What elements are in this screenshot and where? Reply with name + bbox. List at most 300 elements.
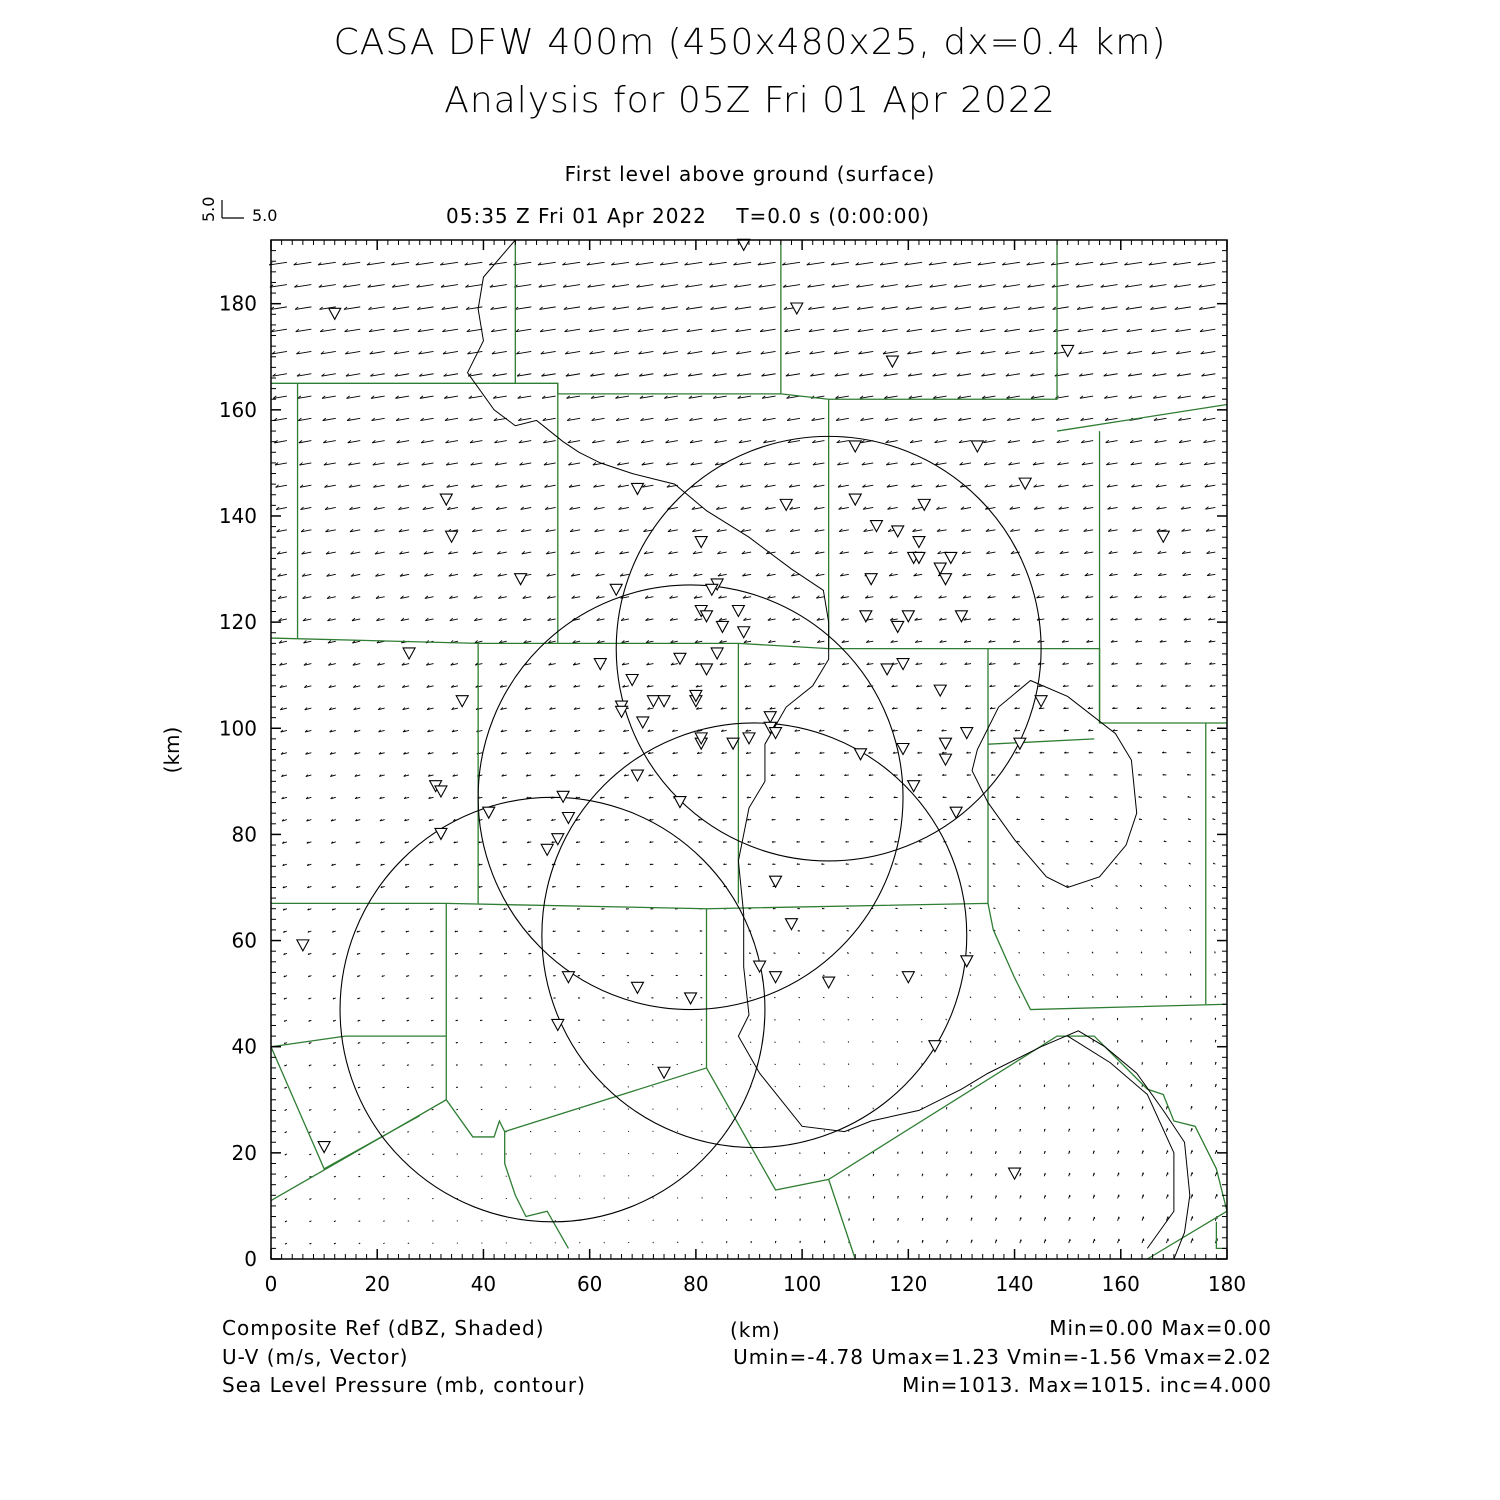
- wind-vector-head: [1115, 819, 1116, 820]
- station-marker: [435, 786, 447, 797]
- wind-vector-head: [285, 1110, 286, 1111]
- station-marker: [435, 828, 447, 839]
- wind-vector: [628, 1175, 629, 1176]
- wind-vector: [847, 975, 849, 976]
- station-marker: [1014, 738, 1026, 749]
- x-tick-label: 160: [1101, 1272, 1140, 1296]
- wind-vector: [921, 975, 922, 976]
- wind-vector-head: [334, 1109, 335, 1110]
- station-marker: [637, 717, 649, 728]
- wind-vector: [383, 1221, 384, 1222]
- wind-vector-head: [651, 975, 652, 976]
- wind-vector-head: [382, 1020, 383, 1021]
- wind-vector-head: [480, 1042, 481, 1043]
- wind-vector-head: [602, 931, 603, 932]
- pressure-contours: [468, 240, 1190, 1259]
- wind-vector-head: [505, 998, 506, 999]
- wind-vector-head: [1163, 819, 1164, 820]
- wind-vector: [994, 974, 995, 975]
- wind-vector-head: [1044, 1019, 1045, 1020]
- wind-vector-head: [358, 1109, 359, 1110]
- wind-vector: [921, 997, 922, 998]
- wind-vector-head: [309, 1087, 310, 1088]
- x-tick-label: 140: [995, 1272, 1034, 1296]
- y-axis-label: (km): [160, 726, 184, 774]
- wind-vector: [824, 1042, 825, 1043]
- county-line: [1057, 405, 1227, 432]
- wind-vector: [726, 1108, 727, 1109]
- wind-vector-head: [798, 908, 799, 909]
- station-marker: [764, 712, 776, 723]
- station-marker: [706, 584, 718, 595]
- station-marker: [610, 584, 622, 595]
- y-tick-label: 60: [231, 928, 257, 953]
- wind-vector-head: [334, 1087, 335, 1088]
- wind-vector-head: [1191, 1018, 1192, 1019]
- wind-vector-head: [1191, 996, 1192, 997]
- wind-vector-head: [334, 1154, 335, 1155]
- wind-vector-head: [285, 1132, 286, 1133]
- wind-vector-head: [480, 1020, 481, 1021]
- station-marker: [892, 621, 904, 632]
- station-marker: [631, 770, 643, 781]
- level-subtitle: First level above ground (surface): [564, 162, 936, 186]
- y-tick-label: 120: [218, 610, 257, 635]
- wind-vector: [946, 997, 947, 998]
- wind-vector: [970, 1019, 971, 1020]
- wind-vector: [604, 1198, 605, 1199]
- wind-vector-head: [285, 1176, 286, 1177]
- wind-vector-head: [383, 1065, 384, 1066]
- wind-vector-head: [359, 1176, 360, 1177]
- wind-vector-head: [432, 1065, 433, 1066]
- legend-pressure: Sea Level Pressure (mb, contour): [222, 1373, 586, 1397]
- station-marker: [940, 574, 952, 585]
- wind-vector: [824, 1064, 825, 1065]
- wind-vector-head: [504, 975, 505, 976]
- station-marker: [961, 956, 973, 967]
- wind-vector: [995, 997, 996, 998]
- wind-vector: [775, 1086, 776, 1087]
- wind-vector-head: [382, 1042, 383, 1043]
- station-marker: [886, 356, 898, 367]
- wind-vector-head: [309, 1065, 310, 1066]
- wind-vector: [702, 1131, 703, 1132]
- wind-vector: [725, 1042, 726, 1043]
- station-marker: [902, 972, 914, 983]
- wind-vector-head: [1215, 952, 1216, 953]
- wind-vector-head: [1041, 841, 1042, 842]
- wind-vector: [897, 1041, 898, 1042]
- wind-vector: [677, 1153, 678, 1154]
- y-tick-label: 0: [244, 1247, 257, 1271]
- wind-vector-head: [309, 1110, 310, 1111]
- wind-vector-head: [358, 1065, 359, 1066]
- wind-vector-head: [1017, 841, 1018, 842]
- wind-vector-head: [383, 1132, 384, 1133]
- wind-vector-head: [529, 953, 530, 954]
- station-marker: [770, 972, 782, 983]
- wind-vector-head: [992, 841, 993, 842]
- wind-vector: [555, 1243, 556, 1244]
- wind-vector-head: [529, 1020, 530, 1021]
- y-tick-label: 180: [218, 291, 257, 316]
- county-line: [505, 1132, 569, 1249]
- wind-vector-head: [456, 1042, 457, 1043]
- wind-vector: [751, 1108, 752, 1109]
- wind-vector-head: [995, 1041, 996, 1042]
- county-line: [988, 739, 1094, 744]
- wind-vector-head: [529, 975, 530, 976]
- wind-vector-head: [1118, 1040, 1119, 1041]
- station-marker: [940, 754, 952, 765]
- wind-vector: [604, 1220, 605, 1221]
- wind-vector: [653, 1153, 654, 1154]
- wind-vector-head: [602, 953, 603, 954]
- wind-vector: [408, 1154, 410, 1155]
- wind-vector-head: [309, 1154, 310, 1155]
- wind-vector: [824, 1086, 825, 1087]
- wind-vector-head: [675, 931, 676, 932]
- wind-vector: [1019, 952, 1020, 953]
- wind-vector-head: [895, 863, 896, 864]
- wind-vector-head: [700, 931, 701, 932]
- station-marker: [738, 239, 750, 250]
- wind-vector-head: [383, 1087, 384, 1088]
- county-boundaries: [271, 240, 1227, 1259]
- wind-vector-head: [773, 908, 774, 909]
- wind-vector: [872, 1019, 873, 1020]
- wind-vector: [799, 1042, 800, 1043]
- wind-vector-head: [1093, 996, 1094, 997]
- county-line: [707, 1036, 1227, 1211]
- wind-vector: [628, 1198, 629, 1199]
- station-marker: [860, 611, 872, 622]
- x-tick-label: 120: [889, 1272, 928, 1296]
- wind-vector-head: [968, 863, 969, 864]
- station-marker: [711, 648, 723, 659]
- wind-vector-head: [627, 953, 628, 954]
- wind-vector-head: [968, 841, 969, 842]
- wind-vector: [921, 1019, 922, 1020]
- wind-vector-head: [310, 1176, 311, 1177]
- wind-vector: [726, 1064, 727, 1065]
- wind-vector: [946, 1041, 947, 1042]
- vector-key-v-label: 5.0: [199, 196, 218, 222]
- wind-vector-head: [1142, 1018, 1143, 1019]
- wind-vector: [702, 1153, 703, 1154]
- station-marker: [483, 807, 495, 818]
- wind-vector: [823, 997, 824, 998]
- wind-vector-head: [383, 1154, 384, 1155]
- wind-vector-field: [269, 262, 1217, 1244]
- station-marker: [950, 807, 962, 818]
- map-title-line2: Analysis for 05Z Fri 01 Apr 2022: [444, 80, 1056, 121]
- wind-vector-head: [1117, 1018, 1118, 1019]
- wind-vector-head: [334, 1176, 335, 1177]
- wind-vector-head: [797, 886, 798, 887]
- wind-vector-head: [1215, 974, 1216, 975]
- wind-vector-head: [1020, 1041, 1021, 1042]
- wind-vector: [1068, 974, 1069, 975]
- wind-vector-head: [1166, 1018, 1167, 1019]
- station-marker: [1035, 696, 1047, 707]
- wind-vector: [970, 975, 971, 976]
- wind-vector-head: [1090, 819, 1091, 820]
- vector-key-u-label: 5.0: [252, 206, 278, 225]
- wind-vector-head: [871, 886, 872, 887]
- wind-vector: [897, 1019, 898, 1020]
- wind-vector-head: [1068, 1018, 1069, 1019]
- station-marker: [1009, 1168, 1021, 1179]
- station-marker: [1062, 345, 1074, 356]
- station-marker: [934, 685, 946, 696]
- wind-vector: [873, 1063, 874, 1064]
- wind-vector-head: [626, 931, 627, 932]
- wind-vector: [628, 1131, 629, 1132]
- wind-vector-head: [1188, 796, 1189, 797]
- wind-vector: [579, 1242, 580, 1243]
- wind-vector-head: [1068, 996, 1069, 997]
- y-tick-label: 140: [218, 503, 257, 528]
- wind-vector: [945, 975, 946, 976]
- wind-vector-head: [554, 998, 555, 999]
- station-marker: [647, 696, 659, 707]
- x-tick-label: 60: [576, 1272, 603, 1296]
- wind-vector-head: [578, 953, 579, 954]
- wind-vector-head: [1190, 974, 1191, 975]
- station-marker: [658, 696, 670, 707]
- station-marker: [865, 574, 877, 585]
- wind-vector-head: [651, 931, 652, 932]
- wind-vector: [799, 1064, 800, 1065]
- station-marker: [716, 621, 728, 632]
- wind-vector-head: [1141, 974, 1142, 975]
- station-marker: [1157, 531, 1169, 542]
- wind-vector: [701, 1064, 702, 1065]
- station-marker: [770, 876, 782, 887]
- wind-vector-head: [456, 998, 457, 999]
- wind-vector: [872, 997, 873, 998]
- pressure-contour: [972, 681, 1137, 888]
- station-marker: [403, 648, 415, 659]
- wind-vector-head: [481, 1065, 482, 1066]
- station-marker: [440, 494, 452, 505]
- wind-vector: [677, 1087, 678, 1088]
- station-marker: [456, 696, 468, 707]
- wind-vector-head: [481, 1087, 482, 1088]
- x-tick-label: 80: [683, 1272, 709, 1296]
- x-tick-label: 180: [1207, 1272, 1247, 1296]
- wind-range: Umin=-4.78 Umax=1.23 Vmin=-1.56 Vmax=2.02: [733, 1345, 1272, 1369]
- station-marker: [695, 537, 707, 548]
- wind-vector-head: [870, 863, 871, 864]
- wind-vector-head: [578, 998, 579, 999]
- wind-vector-head: [1166, 996, 1167, 997]
- wind-vector: [774, 1042, 775, 1043]
- reflectivity-range: Min=0.00 Max=0.00: [1049, 1316, 1272, 1340]
- wind-vector-head: [676, 953, 677, 954]
- wind-vector: [823, 975, 825, 976]
- wind-vector-head: [651, 953, 652, 954]
- wind-vector-head: [822, 886, 823, 887]
- x-tick-label: 20: [364, 1272, 390, 1296]
- wind-vector: [799, 1019, 800, 1020]
- station-marker: [701, 611, 713, 622]
- wind-vector: [1019, 997, 1020, 998]
- wind-vector: [1019, 974, 1020, 975]
- station-marker: [297, 940, 309, 951]
- wind-vector: [653, 1175, 654, 1176]
- wind-vector-head: [1163, 796, 1164, 797]
- wind-vector-head: [1212, 796, 1213, 797]
- wind-vector: [628, 1220, 629, 1221]
- wind-vector-head: [359, 1154, 360, 1155]
- station-marker: [940, 738, 952, 749]
- wind-vector: [848, 997, 849, 998]
- station-marker: [631, 483, 643, 494]
- wind-vector-head: [578, 975, 579, 976]
- wind-vector-head: [748, 886, 749, 887]
- wind-vector-head: [529, 998, 530, 999]
- wind-vector: [823, 1019, 824, 1020]
- wind-vector-head: [309, 1132, 310, 1133]
- wind-vector: [653, 1198, 654, 1199]
- station-marker: [738, 627, 750, 638]
- wind-vector: [652, 1109, 653, 1110]
- wind-vector-head: [285, 1154, 286, 1155]
- map-title-line1: CASA DFW 400m (450x480x25, dx=0.4 km): [333, 22, 1167, 63]
- station-marker: [849, 441, 861, 452]
- legend-wind: U-V (m/s, Vector): [222, 1345, 409, 1369]
- station-marker: [674, 797, 686, 808]
- wind-vector: [848, 1064, 849, 1065]
- wind-vector-head: [505, 1020, 506, 1021]
- wind-vector-head: [431, 1020, 432, 1021]
- station-marker: [934, 563, 946, 574]
- y-tick-label: 20: [231, 1140, 257, 1165]
- county-line: [271, 1047, 420, 1169]
- station-marker: [823, 977, 835, 988]
- station-marker: [971, 441, 983, 452]
- station-marker: [961, 728, 973, 739]
- county-line: [271, 1068, 707, 1201]
- x-tick-label: 0: [264, 1272, 278, 1296]
- station-marker: [918, 499, 930, 510]
- wind-vector-head: [383, 1109, 384, 1110]
- station-marker: [732, 606, 744, 617]
- wind-vector: [604, 1242, 605, 1243]
- wind-vector-head: [1142, 996, 1143, 997]
- wind-vector-head: [431, 998, 432, 999]
- station-marker: [785, 919, 797, 930]
- wind-vector-head: [358, 1132, 359, 1133]
- wind-vector-head: [456, 1065, 457, 1066]
- wind-vector-head: [407, 1132, 408, 1133]
- station-marker: [754, 961, 766, 972]
- wind-vector-head: [505, 1042, 506, 1043]
- wind-vector: [677, 1109, 678, 1110]
- station-marker: [945, 552, 957, 563]
- pressure-contour: [468, 240, 1190, 1259]
- wind-vector-head: [1117, 996, 1118, 997]
- wind-vector: [873, 1041, 874, 1042]
- wind-vector-head: [944, 863, 945, 864]
- wind-vector-head: [334, 1065, 335, 1066]
- wind-vector: [799, 1086, 800, 1087]
- wind-vector-head: [700, 953, 701, 954]
- wind-vector-head: [309, 1043, 310, 1044]
- wind-vector: [922, 1041, 923, 1042]
- station-marker: [626, 675, 638, 686]
- station-marker: [552, 834, 564, 845]
- wind-vector: [701, 1109, 702, 1110]
- county-line: [1147, 1211, 1227, 1259]
- wind-vector-head: [553, 953, 554, 954]
- wind-vector-head: [1139, 819, 1140, 820]
- wind-vector: [1019, 1019, 1020, 1021]
- wind-vector-head: [1066, 841, 1067, 842]
- wind-vector-head: [431, 1042, 432, 1043]
- wind-vector-head: [358, 1043, 359, 1044]
- wind-vector-head: [529, 1042, 530, 1043]
- wind-vector-head: [627, 975, 628, 976]
- wind-vector-head: [407, 1020, 408, 1021]
- wind-vector-head: [334, 1132, 335, 1133]
- wind-vector-head: [1166, 974, 1167, 975]
- time-subtitle: 05:35 Z Fri 01 Apr 2022 T=0.0 s (0:00:00): [446, 204, 930, 228]
- wind-vector-head: [407, 998, 408, 999]
- wind-vector-head: [603, 998, 604, 999]
- wind-vector: [1068, 952, 1069, 953]
- wind-vector: [896, 975, 897, 976]
- station-marker: [557, 791, 569, 802]
- wind-vector: [653, 1131, 654, 1132]
- pressure-contour: [1068, 1036, 1174, 1248]
- wind-vector-head: [358, 1020, 359, 1021]
- station-marker: [329, 308, 341, 319]
- station-marker: [897, 659, 909, 670]
- wind-vector-head: [456, 1087, 457, 1088]
- wind-vector-head: [284, 1043, 285, 1044]
- county-line: [1216, 1222, 1227, 1249]
- wind-vector: [799, 997, 800, 998]
- plot-frame: [271, 240, 1227, 1259]
- wind-vector-head: [822, 908, 823, 909]
- wind-vector: [604, 1176, 605, 1177]
- wind-vector-head: [285, 1065, 286, 1066]
- station-marker: [541, 844, 553, 855]
- y-tick-label: 40: [231, 1034, 257, 1059]
- wind-vector: [677, 1131, 678, 1132]
- station-marker: [318, 1142, 330, 1153]
- wind-vector: [628, 1153, 629, 1154]
- station-marker: [674, 653, 686, 664]
- wind-vector-head: [919, 863, 920, 864]
- station-marker: [929, 1041, 941, 1052]
- station-marker: [685, 993, 697, 1004]
- x-tick-label: 100: [783, 1272, 822, 1296]
- wind-vector-head: [1215, 1018, 1216, 1019]
- station-marker: [849, 494, 861, 505]
- wind-vector: [774, 1020, 775, 1021]
- wind-vector-head: [333, 1043, 334, 1044]
- wind-vector-head: [432, 1087, 433, 1088]
- x-tick-label: 40: [470, 1272, 497, 1296]
- wind-vector-head: [358, 1087, 359, 1088]
- station-marker: [631, 982, 643, 993]
- wind-vector-head: [773, 886, 774, 887]
